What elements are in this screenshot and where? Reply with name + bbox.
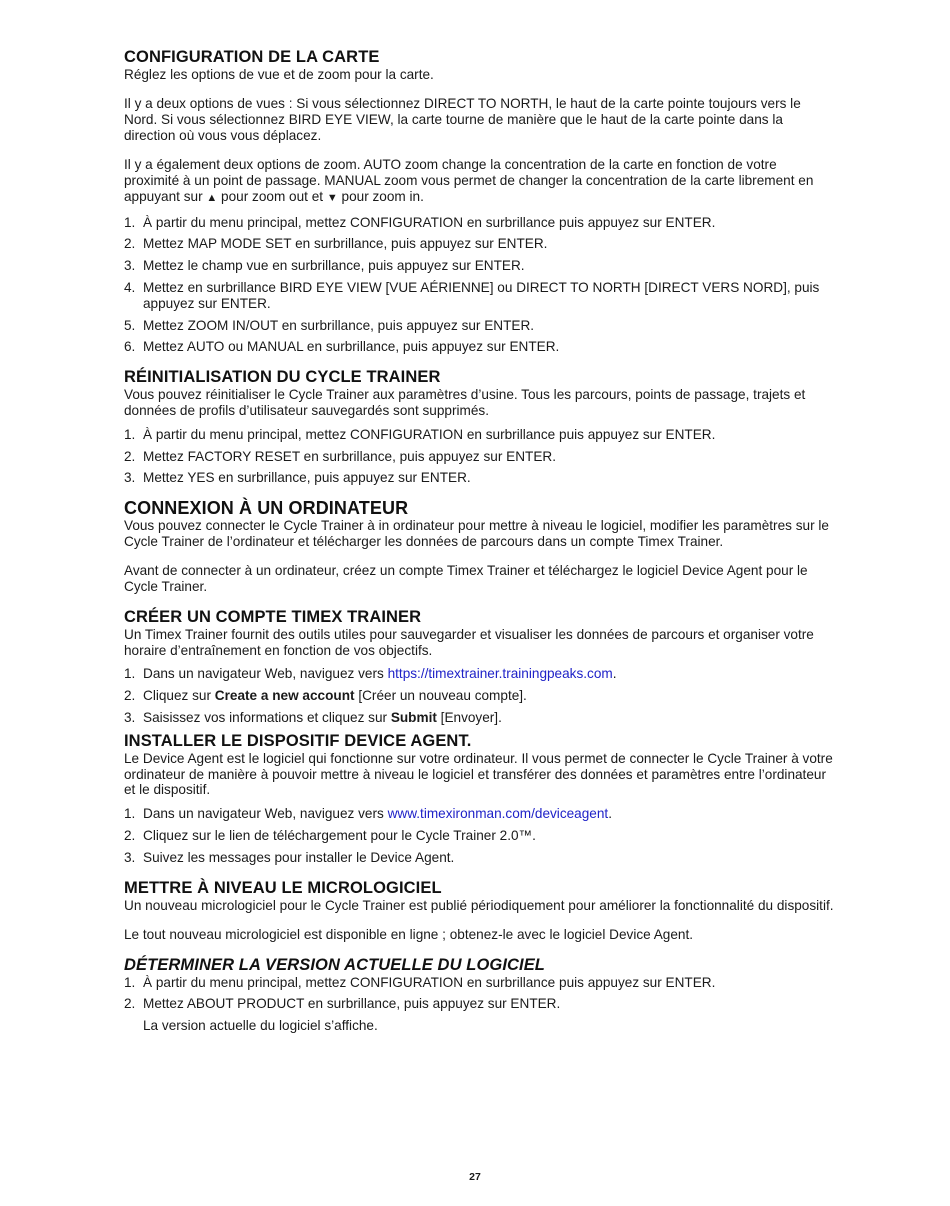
section-title-reset: RÉINITIALISATION DU CYCLE TRAINER (124, 368, 441, 387)
map-config-zoom-paragraph (124, 157, 834, 206)
firmware-paragraph-2: Le tout nouveau micrologiciel est disponible en ligne ; obtenez-le avec le logiciel Device Agent. (124, 926, 694, 942)
list-item: 6. Mettez AUTO ou MANUAL en surbrillance, puis appuyez sur ENTER. (124, 339, 560, 355)
create-account-steps (124, 666, 834, 725)
up-arrow-icon: ▲ (206, 191, 218, 204)
list-item: 3. Saisissez vos informations et cliquez sur Submit [Envoyer]. (124, 710, 502, 726)
list-item: 3. Suivez les messages pour installer le Device Agent. (124, 849, 455, 865)
trainingpeaks-link[interactable]: https://timextrainer.trainingpeaks.com (387, 666, 613, 682)
list-item: 2. Mettez ABOUT PRODUCT en surbrillance, puis appuyez sur ENTER. (124, 996, 561, 1012)
list-item: 1. Dans un navigateur Web, naviguez vers https://timextrainer.trainingpeaks.com. (124, 666, 617, 682)
zoom-text-c: pour zoom in. (337, 188, 424, 204)
connect-paragraph-1: Vous pouvez connecter le Cycle Trainer à in ordinateur pour mettre à niveau le logiciel, modifier les paramètres sur le Cycle Trainer de l’ordinateur et télécharger les données de parcours dans un compte Timex Trainer. (124, 518, 829, 549)
software-version-steps (124, 975, 834, 1013)
install-agent-intro: Le Device Agent est le logiciel qui fonctionne sur votre ordinateur. Il vous permet de connecter le Cycle Trainer à votre ordinateur de manière à pouvoir mettre à niveau le logiciel et transférer des données et paramètres entre l’ordinateur et le dispositif. (124, 750, 833, 798)
list-item: 2. Cliquez sur le lien de téléchargement pour le Cycle Trainer 2.0™. (124, 828, 536, 843)
list-item: 5. Mettez ZOOM IN/OUT en surbrillance, puis appuyez sur ENTER. (124, 317, 535, 333)
zoom-text-b: pour zoom out et (217, 188, 327, 204)
list-item: 4. Mettez en surbrillance BIRD EYE VIEW [VUE AÉRIENNE] ou DIRECT TO NORTH [DIRECT VERS NORD], puis appuyez sur ENTER. (124, 279, 820, 311)
install-agent-steps (124, 806, 834, 865)
list-item: 3. Mettez YES en surbrillance, puis appuyez sur ENTER. (124, 470, 471, 486)
software-version-note: La version actuelle du logiciel s’affiche. (143, 1018, 378, 1034)
map-config-views-paragraph: Il y a deux options de vues : Si vous sélectionnez DIRECT TO NORTH, le haut de la carte pointe toujours vers le Nord. Si vous sélectionnez BIRD EYE VIEW, la carte tourne de manière que le haut de la carte pointe dans la direction où vous vous déplacez. (124, 96, 801, 143)
map-config-intro: Réglez les options de vue et de zoom pour la carte. (124, 67, 434, 82)
page-number: 27 (469, 1171, 481, 1183)
list-item: 2. Mettez FACTORY RESET en surbrillance, puis appuyez sur ENTER. (124, 448, 557, 464)
list-item: 1. À partir du menu principal, mettez CONFIGURATION en surbrillance puis appuyez sur ENTER. (124, 214, 716, 230)
section-title-map-config: CONFIGURATION DE LA CARTE (124, 48, 380, 66)
list-item: 1. À partir du menu principal, mettez CONFIGURATION en surbrillance puis appuyez sur ENTER. (124, 426, 716, 442)
section-title-software-version: DÉTERMINER LA VERSION ACTUELLE DU LOGICIEL (124, 955, 545, 974)
create-account-intro: Un Timex Trainer fournit des outils utiles pour sauvegarder et visualiser les données de parcours et organiser votre horaire d’entraînement en fonction de vos objectifs. (124, 626, 814, 658)
list-item: 2. Mettez MAP MODE SET en surbrillance, puis appuyez sur ENTER. (124, 236, 548, 252)
deviceagent-link[interactable]: www.timexironman.com/deviceagent (387, 806, 609, 822)
section-title-connect-computer: CONNEXION À UN ORDINATEUR (124, 498, 409, 519)
zoom-text-a: Il y a également deux options de zoom. AUTO zoom change la concentration de la carte en fonction de votre proximité à un point de passage. MANUAL zoom vous permet de changer la concentration de la carte librement en appuyant sur (124, 157, 814, 204)
submit-label: Submit (390, 710, 437, 726)
down-arrow-icon: ▼ (326, 191, 338, 204)
manual-page (124, 48, 834, 1034)
list-item: 1. À partir du menu principal, mettez CONFIGURATION en surbrillance puis appuyez sur ENTER. (124, 974, 716, 990)
section-title-firmware: METTRE À NIVEAU LE MICROLOGICIEL (124, 878, 442, 897)
connect-paragraph-2: Avant de connecter à un ordinateur, créez un compte Timex Trainer et téléchargez le logiciel Device Agent pour le Cycle Trainer. (124, 563, 808, 595)
firmware-paragraph-1: Un nouveau micrologiciel pour le Cycle Trainer est publié périodiquement pour améliorer la fonctionnalité du dispositif. (124, 897, 834, 913)
list-item: 3. Mettez le champ vue en surbrillance, puis appuyez sur ENTER. (124, 258, 525, 274)
list-item: 2. Cliquez sur Create a new account [Créer un nouveau compte]. (124, 688, 527, 704)
map-config-steps (124, 215, 834, 356)
section-title-install-agent: INSTALLER LE DISPOSITIF DEVICE AGENT. (124, 731, 472, 750)
create-account-label: Create a new account (214, 688, 355, 704)
reset-steps (124, 427, 834, 486)
section-title-create-account: CRÉER UN COMPTE TIMEX TRAINER (124, 607, 422, 626)
reset-intro: Vous pouvez réinitialiser le Cycle Trainer aux paramètres d’usine. Tous les parcours, points de passage, trajets et données de profils d’utilisateur sauvegardés sont supprimés. (124, 387, 806, 418)
list-item: 1. Dans un navigateur Web, naviguez vers www.timexironman.com/deviceagent. (124, 806, 612, 822)
